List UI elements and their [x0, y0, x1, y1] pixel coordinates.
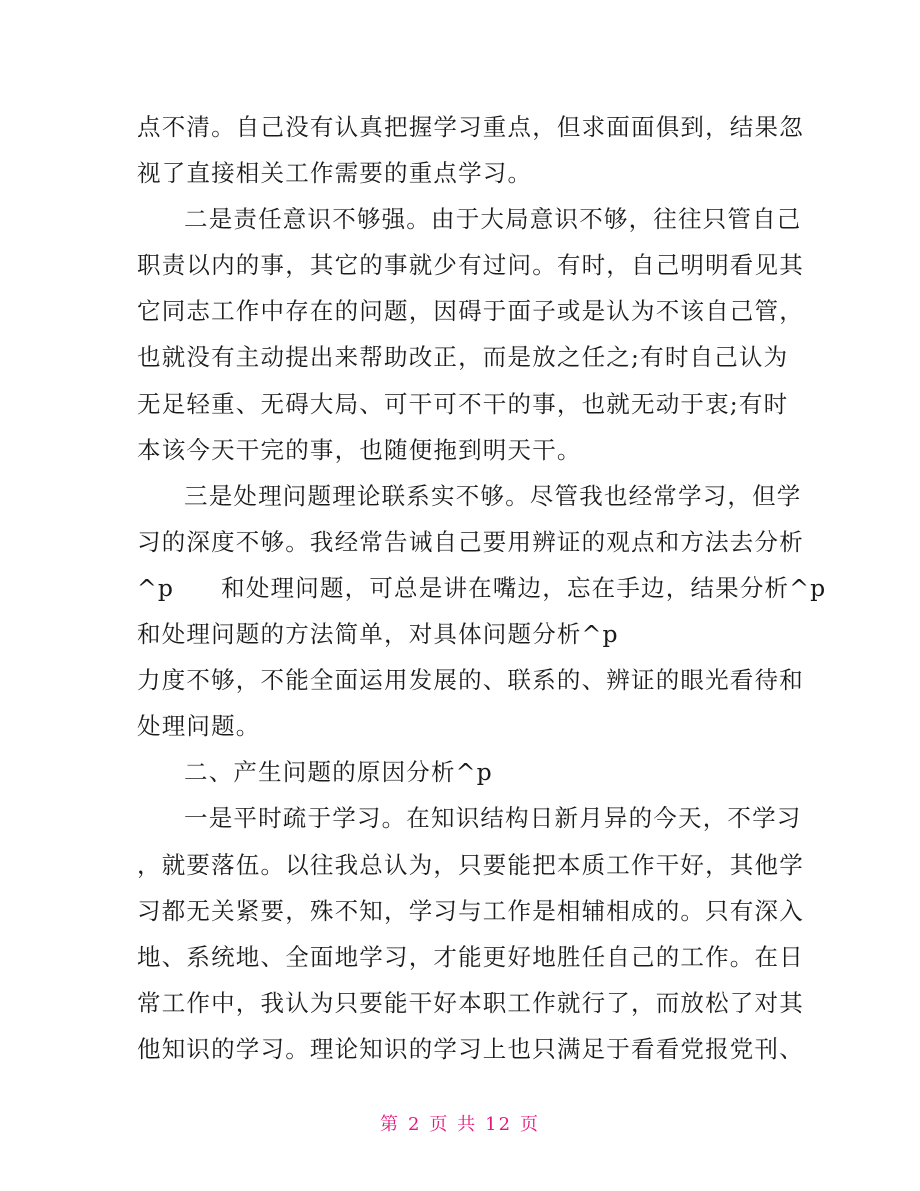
- text-line: 力度不够，不能全面运用发展的、联系的、辨证的眼光看待和: [137, 666, 804, 695]
- text-line: 和处理问题的方法简单，对具体问题分析^p: [137, 620, 619, 649]
- footer-label-post: 页: [520, 1114, 541, 1135]
- text-line: 他知识的学习。理论知识的学习上也只满足于看看党报党刊、: [137, 1034, 804, 1063]
- text-line: 本该今天干完的事，也随便拖到明天干。: [137, 435, 582, 464]
- footer-label-pre: 第: [379, 1114, 400, 1135]
- text-line: 也就没有主动提出来帮助改正，而是放之任之;有时自己认为: [137, 343, 789, 372]
- text-line-content: 和处理问题，可总是讲在嘴边，忘在手边，结果分析^p: [221, 573, 827, 602]
- text-line: 视了直接相关工作需要的重点学习。: [137, 159, 533, 188]
- paragraph-start-line: 二是责任意识不够强。由于大局意识不够，往往只管自己: [184, 205, 802, 234]
- text-line: 职责以内的事，其它的事就少有过问。有时，自己明明看见其: [137, 251, 804, 280]
- document-body: [137, 104, 827, 1072]
- paragraph-start-line: 三是处理问题理论联系实不够。尽管我也经常学习，但学: [184, 481, 802, 510]
- text-line: 无足轻重、无碍大局、可干可不干的事，也就无动于衷;有时: [137, 389, 789, 418]
- text-line: 点不清。自己没有认真把握学习重点，但求面面俱到，结果忽: [137, 113, 804, 141]
- paragraph-start-line: 一是平时疏于学习。在知识结构日新月异的今天，不学习: [184, 804, 802, 833]
- text-line: 习的深度不够。我经常告诫自己要用辨证的观点和方法去分析: [137, 527, 804, 556]
- page-number-footer: [0, 1110, 920, 1136]
- text-line: 地、系统地、全面地学习，才能更好地胜任自己的工作。在日: [137, 942, 804, 971]
- paragraph-marker: ^p: [137, 573, 175, 602]
- section-heading: 二、产生问题的原因分析^p: [184, 758, 493, 787]
- text-line: 常工作中，我认为只要能干好本职工作就行了，而放松了对其: [137, 988, 804, 1017]
- text-line: 它同志工作中存在的问题，因碍于面子或是认为不该自己管，: [137, 297, 804, 326]
- total-page-number: 12: [485, 1114, 513, 1135]
- footer-label-mid: 页 共: [429, 1114, 478, 1135]
- text-line: 习都无关紧要，殊不知，学习与工作是相辅相成的。只有深入: [137, 896, 804, 925]
- text-line-with-marker: [137, 565, 827, 611]
- text-line: ，就要落伍。以往我总认为，只要能把本质工作干好，其他学: [137, 850, 804, 879]
- text-line: 处理问题。: [137, 712, 261, 741]
- current-page-number: 2: [407, 1114, 422, 1135]
